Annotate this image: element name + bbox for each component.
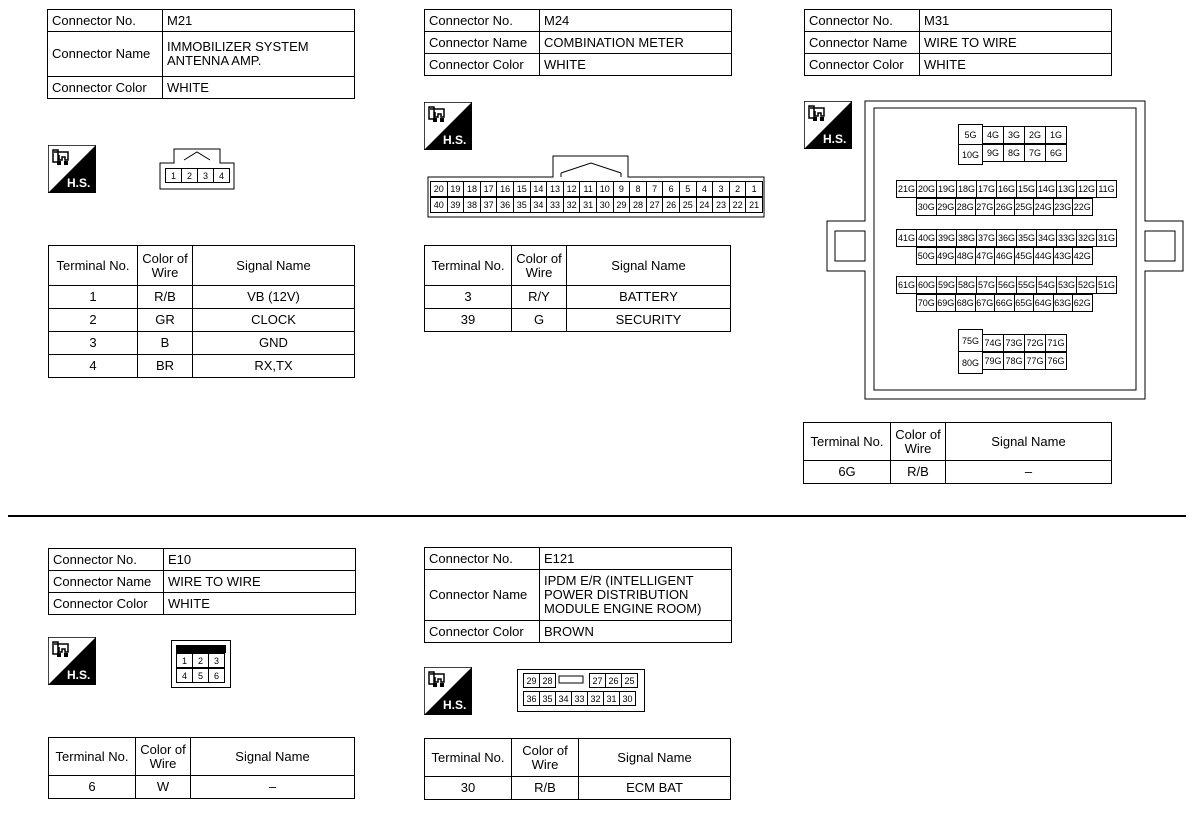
pin-cell: 27G bbox=[975, 198, 996, 216]
header-terminal-no: Terminal No. bbox=[425, 246, 512, 286]
pin-cell: 29G bbox=[936, 198, 957, 216]
pin-cell: 28 bbox=[629, 197, 647, 213]
pin-cell: 41G bbox=[896, 229, 917, 247]
pin-cell: 12G bbox=[1076, 180, 1097, 198]
pin-cell: 27 bbox=[646, 197, 664, 213]
pin-cell: 22G bbox=[1072, 198, 1093, 216]
pin-cell: 13G bbox=[1056, 180, 1077, 198]
pin-cell: 77G bbox=[1024, 352, 1046, 370]
pin-cell: 38 bbox=[463, 197, 481, 213]
pin-cell: 28G bbox=[955, 198, 976, 216]
pin-cell: 30G bbox=[916, 198, 937, 216]
label-connector-color: Connector Color bbox=[425, 621, 540, 643]
label-connector-name: Connector Name bbox=[425, 32, 540, 54]
pin-cell: 15 bbox=[513, 181, 531, 197]
pin-cell: 57G bbox=[976, 276, 997, 294]
pin-cell: 35G bbox=[1016, 229, 1037, 247]
pin-cell: 45G bbox=[1014, 247, 1035, 265]
table-row bbox=[804, 461, 1112, 484]
header-signal-name: Signal Name bbox=[579, 739, 731, 777]
section-divider bbox=[8, 515, 1186, 517]
signal-name-cell: ECM BAT bbox=[579, 777, 731, 800]
pin-cell: 14 bbox=[530, 181, 548, 197]
pin-cell: 13 bbox=[546, 181, 564, 197]
pin-cell: 22 bbox=[729, 197, 747, 213]
pin-cell: 15G bbox=[1016, 180, 1037, 198]
m21-info-table bbox=[47, 9, 355, 99]
table-row bbox=[49, 309, 355, 332]
m21-connector-name bbox=[163, 32, 355, 77]
terminal-cell: 30 bbox=[425, 777, 512, 800]
pin-cell: 29 bbox=[613, 197, 631, 213]
pin-cell: 11 bbox=[579, 181, 597, 197]
pin-cell: 16G bbox=[996, 180, 1017, 198]
m24-connector-color: WHITE bbox=[540, 54, 732, 76]
hs-label: H.S. bbox=[67, 668, 91, 682]
pin-cell: 40G bbox=[916, 229, 937, 247]
color-of-label: Color of bbox=[140, 741, 186, 757]
pin-cell: 8G bbox=[1003, 144, 1025, 162]
pin-cell: 34 bbox=[530, 197, 548, 213]
wire-label: Wire bbox=[151, 264, 179, 280]
pin-cell: 37G bbox=[976, 229, 997, 247]
label-connector-name: Connector Name bbox=[49, 571, 164, 593]
terminal-cell: 6G bbox=[804, 461, 891, 484]
pin-cell: 63G bbox=[1053, 294, 1074, 312]
pin-cell: 32 bbox=[563, 197, 581, 213]
pin-cell: 39 bbox=[447, 197, 465, 213]
e10-connector-name: WIRE TO WIRE bbox=[164, 571, 356, 593]
wire-color-cell: W bbox=[136, 776, 191, 799]
pin-cell: 26 bbox=[662, 197, 680, 213]
pin-cell: 17 bbox=[480, 181, 498, 197]
pin-cell: 56G bbox=[996, 276, 1017, 294]
harness-side-icon bbox=[424, 102, 472, 150]
signal-name-cell: VB (12V) bbox=[193, 286, 355, 309]
table-row bbox=[49, 286, 355, 309]
harness-side-icon bbox=[48, 145, 96, 193]
label-connector-name: Connector Name bbox=[805, 32, 920, 54]
pin-cell: 48G bbox=[955, 247, 976, 265]
pin-cell: 55G bbox=[1016, 276, 1037, 294]
header-signal-name: Signal Name bbox=[567, 246, 731, 286]
header-color-of-wire bbox=[138, 246, 193, 286]
pin-cell: 2 bbox=[729, 181, 747, 197]
label-connector-no: Connector No. bbox=[425, 548, 540, 570]
m31-connector-face bbox=[826, 100, 1184, 400]
header-signal-name: Signal Name bbox=[191, 738, 355, 776]
pin-cell: 43G bbox=[1053, 247, 1074, 265]
pin-cell: 36 bbox=[523, 691, 540, 706]
hs-label: H.S. bbox=[443, 698, 467, 712]
pin-cell: 52G bbox=[1076, 276, 1097, 294]
e121-connector-name bbox=[540, 570, 732, 621]
pin-cell: 3 bbox=[712, 181, 730, 197]
label-connector-no: Connector No. bbox=[425, 10, 540, 32]
pin-cell: 38G bbox=[956, 229, 977, 247]
pin-cell: 25 bbox=[621, 673, 638, 688]
wire-color-cell: R/B bbox=[891, 461, 946, 484]
pin-cell: 73G bbox=[1003, 334, 1025, 352]
pin-cell: 18 bbox=[463, 181, 481, 197]
pin-cell: 34G bbox=[1036, 229, 1057, 247]
pin-cell: 3G bbox=[1003, 126, 1025, 144]
header-color-of-wire bbox=[891, 423, 946, 461]
pin-cell: 39G bbox=[936, 229, 957, 247]
e121-name-line2: POWER DISTRIBUTION bbox=[544, 587, 689, 602]
wire-color-cell: R/B bbox=[512, 777, 579, 800]
terminal-cell: 3 bbox=[49, 332, 138, 355]
pin-cell: 58G bbox=[956, 276, 977, 294]
pin-cell: 4 bbox=[213, 168, 230, 183]
table-row bbox=[49, 776, 355, 799]
pin-cell: 71G bbox=[1045, 334, 1067, 352]
pin-cell: 33 bbox=[571, 691, 588, 706]
wire-color-cell: G bbox=[512, 309, 567, 332]
pin-cell: 46G bbox=[994, 247, 1015, 265]
e121-signal-table bbox=[424, 738, 731, 800]
header-terminal-no: Terminal No. bbox=[425, 739, 512, 777]
header-color-of-wire bbox=[512, 246, 567, 286]
e10-connector-color: WHITE bbox=[164, 593, 356, 615]
e10-signal-table bbox=[48, 737, 355, 799]
pin-cell: 31 bbox=[579, 197, 597, 213]
pin-cell: 25 bbox=[679, 197, 697, 213]
label-connector-color: Connector Color bbox=[48, 77, 163, 99]
pin-cell: 9G bbox=[982, 144, 1004, 162]
pin-cell: 61G bbox=[896, 276, 917, 294]
pin-cell: 4G bbox=[982, 126, 1004, 144]
terminal-cell: 6 bbox=[49, 776, 136, 799]
pin-cell: 3 bbox=[208, 653, 225, 668]
pin-cell: 67G bbox=[975, 294, 996, 312]
table-row bbox=[49, 355, 355, 378]
header-color-of-wire bbox=[512, 739, 579, 777]
label-connector-no: Connector No. bbox=[49, 549, 164, 571]
m24-info-table bbox=[424, 9, 732, 76]
color-of-label: Color of bbox=[516, 250, 562, 266]
label-connector-no: Connector No. bbox=[805, 10, 920, 32]
pin-cell: 12 bbox=[563, 181, 581, 197]
e121-name-line1: IPDM E/R (INTELLIGENT bbox=[544, 573, 694, 588]
wire-label: Wire bbox=[149, 755, 177, 771]
pin-cell: 69G bbox=[936, 294, 957, 312]
m24-connector-no: M24 bbox=[540, 10, 732, 32]
pin-cell: 4 bbox=[176, 668, 193, 683]
m31-signal-table bbox=[803, 422, 1112, 484]
wire-label: Wire bbox=[531, 756, 559, 772]
pin-cell: 25G bbox=[1014, 198, 1035, 216]
pin-cell: 21 bbox=[745, 197, 763, 213]
pin-cell: 62G bbox=[1072, 294, 1093, 312]
pin-cell: 65G bbox=[1014, 294, 1035, 312]
header-signal-name: Signal Name bbox=[193, 246, 355, 286]
pin-cell: 32G bbox=[1076, 229, 1097, 247]
signal-name-cell: CLOCK bbox=[193, 309, 355, 332]
e121-connector-no: E121 bbox=[540, 548, 732, 570]
pin-cell: 2 bbox=[192, 653, 209, 668]
pin-cell: 1 bbox=[745, 181, 763, 197]
signal-name-cell: SECURITY bbox=[567, 309, 731, 332]
pin-cell: 79G bbox=[982, 352, 1004, 370]
m31-info-table bbox=[804, 9, 1112, 76]
table-row bbox=[425, 309, 731, 332]
pin-cell: 44G bbox=[1033, 247, 1054, 265]
label-connector-color: Connector Color bbox=[49, 593, 164, 615]
header-terminal-no: Terminal No. bbox=[49, 246, 138, 286]
pin-cell: 6 bbox=[662, 181, 680, 197]
e121-connector-color: BROWN bbox=[540, 621, 732, 643]
pin-cell: 5 bbox=[679, 181, 697, 197]
pin-cell: 10G bbox=[958, 144, 983, 165]
pin-cell: 80G bbox=[958, 351, 983, 374]
pin-cell: 24 bbox=[696, 197, 714, 213]
pin-cell: 31G bbox=[1096, 229, 1117, 247]
e10-info-table bbox=[48, 548, 356, 615]
pin-cell: 7 bbox=[646, 181, 664, 197]
pin-cell: 75G bbox=[958, 329, 983, 352]
pin-cell: 35 bbox=[513, 197, 531, 213]
header-terminal-no: Terminal No. bbox=[804, 423, 891, 461]
e121-info-table bbox=[424, 547, 732, 643]
pin-cell: 30 bbox=[596, 197, 614, 213]
table-row bbox=[49, 332, 355, 355]
pin-cell: 8 bbox=[629, 181, 647, 197]
pin-cell: 10 bbox=[596, 181, 614, 197]
pin-cell: 30 bbox=[619, 691, 636, 706]
pin-cell: 9 bbox=[613, 181, 631, 197]
m24-connector-face bbox=[427, 155, 765, 218]
pin-cell: 21G bbox=[896, 180, 917, 198]
pin-cell: 31 bbox=[603, 691, 620, 706]
pin-cell: 60G bbox=[916, 276, 937, 294]
pin-cell: 33 bbox=[546, 197, 564, 213]
table-row bbox=[425, 777, 731, 800]
pin-cell: 26G bbox=[994, 198, 1015, 216]
pin-cell: 11G bbox=[1096, 180, 1117, 198]
color-of-label: Color of bbox=[895, 426, 941, 442]
pin-cell: 26 bbox=[605, 673, 622, 688]
signal-name-cell: – bbox=[191, 776, 355, 799]
harness-side-icon bbox=[424, 667, 472, 715]
hs-label: H.S. bbox=[823, 132, 847, 146]
table-row bbox=[425, 286, 731, 309]
e10-connector-no: E10 bbox=[164, 549, 356, 571]
pin-cell: 74G bbox=[982, 334, 1004, 352]
pin-cell: 36 bbox=[496, 197, 514, 213]
pin-cell: 19 bbox=[447, 181, 465, 197]
pin-cell: 3 bbox=[197, 168, 214, 183]
pin-cell: 18G bbox=[956, 180, 977, 198]
pin-cell: 47G bbox=[975, 247, 996, 265]
pin-cell: 28 bbox=[539, 673, 556, 688]
pin-cell: 72G bbox=[1024, 334, 1046, 352]
terminal-cell: 39 bbox=[425, 309, 512, 332]
pin-cell: 1 bbox=[176, 653, 193, 668]
pin-cell: 1 bbox=[165, 168, 182, 183]
wire-color-cell: R/B bbox=[138, 286, 193, 309]
pin-cell: 29 bbox=[523, 673, 540, 688]
pin-cell: 6G bbox=[1045, 144, 1067, 162]
label-connector-name: Connector Name bbox=[425, 570, 540, 621]
signal-name-cell: RX,TX bbox=[193, 355, 355, 378]
pin-cell: 78G bbox=[1003, 352, 1025, 370]
hs-label: H.S. bbox=[443, 133, 467, 147]
pin-cell: 34 bbox=[555, 691, 572, 706]
signal-name-cell: – bbox=[946, 461, 1112, 484]
pin-cell: 20G bbox=[916, 180, 937, 198]
signal-name-cell: BATTERY bbox=[567, 286, 731, 309]
label-connector-no: Connector No. bbox=[48, 10, 163, 32]
color-of-label: Color of bbox=[142, 250, 188, 266]
wire-color-cell: GR bbox=[138, 309, 193, 332]
harness-side-icon bbox=[48, 637, 96, 685]
m31-connector-name: WIRE TO WIRE bbox=[920, 32, 1112, 54]
pin-cell: 2 bbox=[181, 168, 198, 183]
wire-color-cell: BR bbox=[138, 355, 193, 378]
pin-cell: 16 bbox=[496, 181, 514, 197]
m21-name-line2: ANTENNA AMP. bbox=[167, 53, 262, 68]
m31-connector-no: M31 bbox=[920, 10, 1112, 32]
pin-cell: 4 bbox=[696, 181, 714, 197]
pin-cell: 49G bbox=[936, 247, 957, 265]
pin-cell: 37 bbox=[480, 197, 498, 213]
m21-connector-color: WHITE bbox=[163, 77, 355, 99]
e121-connector-face bbox=[517, 669, 645, 712]
pin-cell: 14G bbox=[1036, 180, 1057, 198]
pin-cell: 17G bbox=[976, 180, 997, 198]
pin-cell: 7G bbox=[1024, 144, 1046, 162]
pin-cell: 70G bbox=[916, 294, 937, 312]
pin-cell: 54G bbox=[1036, 276, 1057, 294]
header-signal-name: Signal Name bbox=[946, 423, 1112, 461]
header-terminal-no: Terminal No. bbox=[49, 738, 136, 776]
m21-connector-face bbox=[159, 148, 235, 190]
m21-name-line1: IMMOBILIZER SYSTEM bbox=[167, 39, 309, 54]
pin-cell: 6 bbox=[208, 668, 225, 683]
signal-name-cell: GND bbox=[193, 332, 355, 355]
m21-connector-no: M21 bbox=[163, 10, 355, 32]
pin-cell: 20 bbox=[430, 181, 448, 197]
m21-signal-table bbox=[48, 245, 355, 378]
pin-cell: 59G bbox=[936, 276, 957, 294]
e10-connector-face bbox=[171, 640, 231, 688]
pin-cell: 40 bbox=[430, 197, 448, 213]
wire-color-cell: B bbox=[138, 332, 193, 355]
label-connector-name: Connector Name bbox=[48, 32, 163, 77]
pin-cell: 35 bbox=[539, 691, 556, 706]
wire-color-cell: R/Y bbox=[512, 286, 567, 309]
wire-label: Wire bbox=[904, 440, 932, 456]
pin-cell: 1G bbox=[1045, 126, 1067, 144]
label-connector-color: Connector Color bbox=[805, 54, 920, 76]
pin-cell: 32 bbox=[587, 691, 604, 706]
color-of-label: Color of bbox=[522, 742, 568, 758]
e121-name-line3: MODULE ENGINE ROOM) bbox=[544, 601, 702, 616]
terminal-cell: 1 bbox=[49, 286, 138, 309]
pin-cell: 51G bbox=[1096, 276, 1117, 294]
pin-cell: 23G bbox=[1053, 198, 1074, 216]
header-color-of-wire bbox=[136, 738, 191, 776]
label-connector-color: Connector Color bbox=[425, 54, 540, 76]
pin-cell: 2G bbox=[1024, 126, 1046, 144]
terminal-cell: 3 bbox=[425, 286, 512, 309]
pin-cell: 5 bbox=[192, 668, 209, 683]
pin-cell: 36G bbox=[996, 229, 1017, 247]
pin-cell: 76G bbox=[1045, 352, 1067, 370]
pin-cell: 27 bbox=[589, 673, 606, 688]
hs-label: H.S. bbox=[67, 176, 91, 190]
pin-cell: 33G bbox=[1056, 229, 1077, 247]
pin-cell: 23 bbox=[712, 197, 730, 213]
pin-cell: 68G bbox=[955, 294, 976, 312]
pin-cell: 19G bbox=[936, 180, 957, 198]
m31-connector-color: WHITE bbox=[920, 54, 1112, 76]
pin-cell: 5G bbox=[958, 124, 983, 145]
terminal-cell: 2 bbox=[49, 309, 138, 332]
pin-cell: 66G bbox=[994, 294, 1015, 312]
pin-cell: 24G bbox=[1033, 198, 1054, 216]
wire-label: Wire bbox=[525, 264, 553, 280]
terminal-cell: 4 bbox=[49, 355, 138, 378]
pin-cell: 64G bbox=[1033, 294, 1054, 312]
pin-cell: 53G bbox=[1056, 276, 1077, 294]
m24-connector-name: COMBINATION METER bbox=[540, 32, 732, 54]
m24-signal-table bbox=[424, 245, 731, 332]
pin-cell: 50G bbox=[916, 247, 937, 265]
pin-cell: 42G bbox=[1072, 247, 1093, 265]
